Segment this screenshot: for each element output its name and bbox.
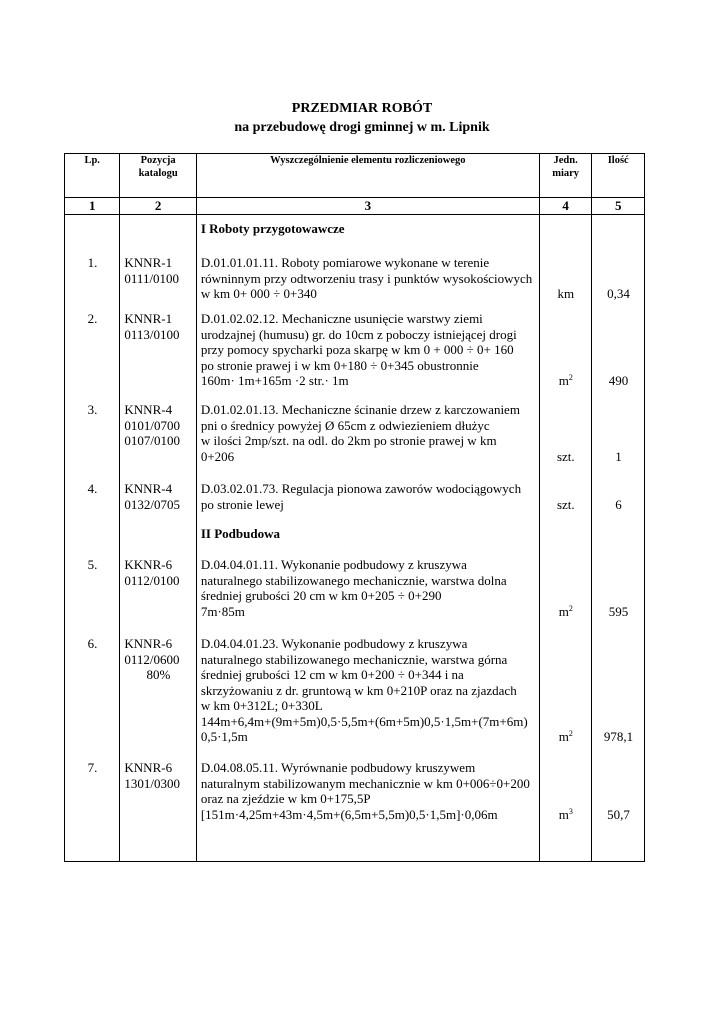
column-number-row: [65, 198, 645, 215]
unit-label: km: [557, 286, 575, 301]
catalog-position: KNNR-1: [124, 255, 173, 270]
unit-label: m: [558, 603, 569, 619]
quantity: 50,7: [607, 806, 630, 822]
description-line: pni o średnicy powyżej Ø 65cm z odwiezieniem dłużyc: [200, 417, 490, 433]
column-number: 1: [65, 198, 120, 215]
catalog-position: 0111/0100: [124, 270, 180, 286]
unit-label: szt.: [556, 496, 575, 512]
item-number: 1.: [87, 255, 98, 270]
description-line: oraz na zjeździe w km 0+175,5P: [200, 791, 371, 806]
catalog-position: KNNR-6: [124, 636, 173, 651]
catalog-position: 80%: [146, 667, 171, 682]
unit: [540, 449, 592, 465]
description-line: 160m· 1m+165m ·2 str.· 1m: [200, 373, 349, 388]
unit-label: m: [558, 806, 569, 822]
description-line: [151m·4,25m+43m·4,5m+(6,5m+5,5m)0,5·1,5m]·0,06m: [200, 806, 498, 822]
description-line: w ilości 2mp/szt. na odl. do 2km po stronie prawej w km: [200, 433, 497, 448]
catalog-position: KNNR-4: [124, 481, 173, 496]
opis-column: [196, 215, 539, 862]
description-line: 0+206: [200, 448, 235, 464]
quantity: 978,1: [603, 729, 634, 744]
description-line: D.01.01.01.11. Roboty pomiarowe wykonane w terenie: [200, 255, 490, 270]
description-line: 7m·85m: [200, 603, 245, 619]
item-number: 6.: [87, 636, 98, 651]
header-lp: Lp.: [65, 154, 120, 198]
quantity: 490: [608, 373, 629, 388]
column-number: 2: [120, 198, 196, 215]
catalog-position: 0101/0700: [124, 417, 181, 433]
unit: [540, 497, 592, 513]
table-body-row: [65, 215, 645, 862]
description-line: 0,5·1,5m: [200, 729, 248, 744]
document-title: PRZEDMIAR ROBÓT: [291, 101, 433, 116]
header-pozycja: Pozycja katalogu: [120, 154, 196, 198]
section-heading: I Roboty przygotowawcze: [200, 221, 345, 236]
table-header-row: [65, 154, 645, 198]
description-line: skrzyżowaniu z dr. gruntową w km 0+210P oraz na zjazdach: [200, 682, 517, 698]
description-line: w km 0+ 000 ÷ 0+340: [200, 286, 317, 301]
description-line: naturalnym stabilizowanym mechanicznie w km 0+006÷0+200: [200, 775, 530, 791]
unit: [540, 807, 592, 823]
description-line: średniej grubości 12 cm w km 0+200 ÷ 0+344 i na: [200, 667, 464, 682]
unit: [540, 729, 592, 745]
description-line: D.01.02.01.13. Mechaniczne ścinanie drzew z karczowaniem: [200, 402, 520, 417]
unit-label: m: [558, 729, 569, 744]
quantity: 1: [615, 448, 622, 464]
item-number: 7.: [87, 760, 98, 775]
description-line: naturalnego stabilizowanego mechanicznie, warstwa górna: [200, 651, 508, 667]
description-line: D.04.08.05.11. Wyrównanie podbudowy kruszywem: [200, 760, 476, 775]
unit-exponent: 2: [568, 603, 573, 613]
description-line: naturalnego stabilizowanego mechanicznie, warstwa dolna: [200, 572, 507, 588]
quantity: 595: [608, 603, 629, 619]
item-number: 4.: [87, 481, 98, 496]
item-number: 2.: [87, 311, 98, 326]
description-line: po stronie prawej i w km 0+180 ÷ 0+345 obustronnie: [200, 357, 479, 373]
unit-exponent: 3: [568, 806, 573, 816]
header-jedn: Jedn. miary: [539, 154, 592, 198]
description-line: średniej grubości 20 cm w km 0+205 ÷ 0+290: [200, 588, 442, 603]
catalog-position: 0107/0100: [124, 433, 181, 448]
pozycja-column: [120, 215, 196, 862]
catalog-position: 0132/0705: [124, 496, 181, 512]
jedn-column: [539, 215, 592, 862]
quantity: 6: [615, 496, 622, 512]
catalog-position: 1301/0300: [124, 775, 181, 791]
description-line: przy pomocy spycharki poza skarpę w km 0 + 000 ÷ 0+ 160: [200, 342, 514, 357]
unit-label: m: [558, 373, 569, 388]
quantity: 0,34: [607, 286, 630, 301]
catalog-position: KKNR-6: [124, 557, 173, 572]
unit: [540, 373, 592, 389]
description-line: D.01.02.02.12. Mechaniczne usunięcie warstwy ziemi: [200, 311, 483, 326]
unit: [540, 286, 592, 302]
description-line: D.03.02.01.73. Regulacja pionowa zaworów wodociągowych: [200, 481, 522, 496]
description-line: 144m+6,4m+(9m+5m)0,5·5,5m+(6m+5m)0,5·1,5m+(7m+6m): [200, 713, 528, 729]
item-number: 5.: [87, 557, 98, 572]
catalog-position: 0112/0600: [124, 651, 180, 667]
document-subtitle: na przebudowę drogi gminnej w m. Lipnik: [234, 120, 490, 135]
header-opis: Wyszczególnienie elementu rozliczeniowego: [196, 154, 539, 198]
column-number: 3: [196, 198, 539, 215]
header-ilosc: Ilość: [592, 154, 645, 198]
catalog-position: KNNR-4: [124, 402, 173, 417]
catalog-position: 0112/0100: [124, 572, 180, 588]
unit-exponent: 2: [568, 373, 573, 382]
lp-column: [65, 215, 120, 862]
catalog-position: KNNR-1: [124, 311, 173, 326]
ilosc-column: [592, 215, 645, 862]
catalog-position: 0113/0100: [124, 326, 180, 342]
column-number: 5: [592, 198, 645, 215]
description-line: równinnym przy odtworzeniu trasy i punktów wysokościowych: [200, 270, 533, 286]
section-heading: II Podbudowa: [200, 526, 280, 541]
description-line: w km 0+312L; 0+330L: [200, 698, 323, 713]
column-number: 4: [539, 198, 592, 215]
bill-of-quantities-table: [64, 153, 645, 862]
description-line: D.04.04.01.11. Wykonanie podbudowy z kruszywa: [200, 557, 467, 572]
unit-label: szt.: [556, 448, 575, 464]
item-number: 3.: [87, 402, 98, 417]
unit-exponent: 2: [568, 729, 573, 738]
unit: [540, 604, 592, 620]
catalog-position: KNNR-6: [124, 760, 173, 775]
description-line: po stronie lewej: [200, 496, 284, 512]
description-line: urodzajnej (humusu) gr. do 10cm z poboczy istniejącej drogi: [200, 326, 517, 342]
description-line: D.04.04.01.23. Wykonanie podbudowy z kruszywa: [200, 636, 468, 651]
